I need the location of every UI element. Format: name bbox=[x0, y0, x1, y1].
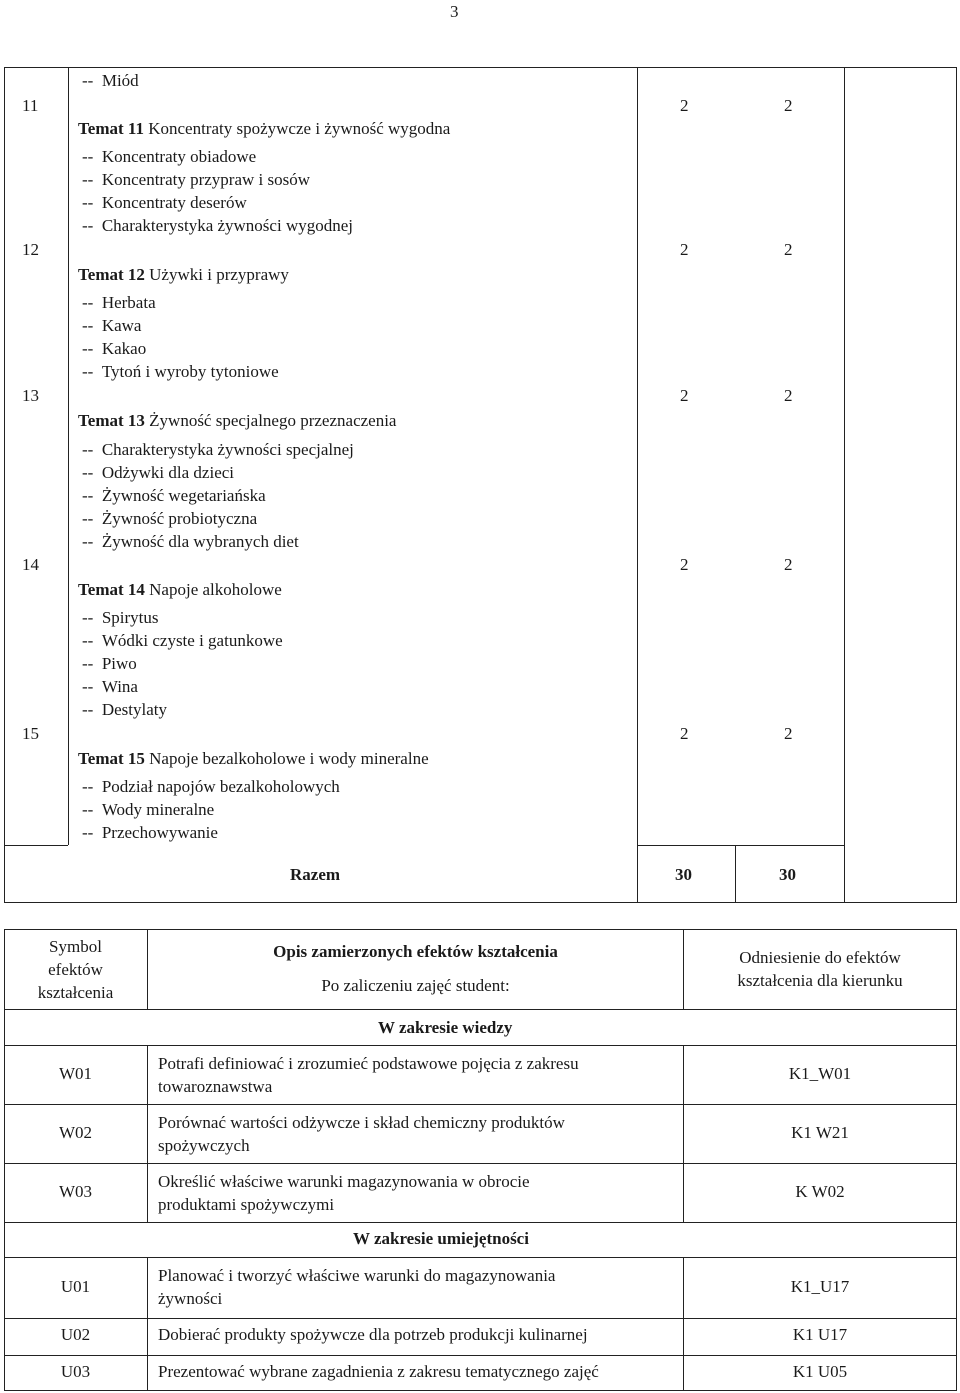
topic-item-text: Spirytus bbox=[101, 608, 159, 627]
topic-hours-b: 2 bbox=[784, 240, 793, 259]
bullet: -- bbox=[82, 339, 94, 358]
outcome-description-line: Potrafi definiować i zrozumieć podstawowe pojęcia z zakresu bbox=[158, 1054, 579, 1073]
outcome-description-line: Porównać wartości odżywcze i skład chemiczny produktów bbox=[158, 1113, 565, 1132]
topic-item-text: Wódki czyste i gatunkowe bbox=[101, 631, 283, 650]
topic-title-bold: Temat 13 bbox=[78, 411, 145, 430]
outcome-description-line: Określić właściwe warunki magazynowania w obrocie bbox=[158, 1172, 530, 1191]
outcome-reference: K1_U17 bbox=[790, 1277, 850, 1296]
header-symbol-line: kształcenia bbox=[37, 983, 114, 1002]
topic-hours-a: 2 bbox=[680, 96, 689, 115]
topic-hours-b: 2 bbox=[784, 386, 793, 405]
header-description-title: Opis zamierzonych efektów kształcenia bbox=[273, 942, 558, 961]
topic-number: 11 bbox=[22, 96, 39, 115]
topic-item-text: Tytoń i wyroby tytoniowe bbox=[101, 362, 279, 381]
outcome-symbol: W02 bbox=[58, 1123, 93, 1142]
outcome-reference: K1 U05 bbox=[792, 1362, 848, 1381]
topic-item-text: Odżywki dla dzieci bbox=[101, 463, 235, 482]
topic-title-rest: Żywność specjalnego przeznaczenia bbox=[144, 411, 397, 430]
topic-hours-a: 2 bbox=[680, 240, 689, 259]
outcome-description-line: spożywczych bbox=[158, 1136, 250, 1155]
topic-item bbox=[82, 509, 257, 529]
topic-item bbox=[82, 532, 299, 552]
outcome-description-line: Planować i tworzyć właściwe warunki do magazynowania bbox=[158, 1266, 556, 1285]
topic-title-bold: Temat 15 bbox=[78, 749, 145, 768]
outcome-description-line: towaroznawstwa bbox=[158, 1077, 273, 1096]
topic-item-text: Żywność dla wybranych diet bbox=[101, 532, 299, 551]
topic-item-text: Przechowywanie bbox=[101, 823, 218, 842]
bullet: -- bbox=[82, 823, 94, 842]
bullet: -- bbox=[82, 700, 94, 719]
topic-item bbox=[82, 293, 156, 313]
total-label: Razem bbox=[290, 865, 341, 884]
header-symbol-line: Symbol bbox=[49, 937, 102, 956]
topic-item bbox=[82, 193, 247, 213]
outcome-description: Dobierać produkty spożywcze dla potrzeb produkcji kulinarnej bbox=[158, 1325, 588, 1344]
topic-11-lead-item bbox=[82, 71, 139, 91]
bullet: -- bbox=[82, 800, 94, 819]
outcome-symbol: W01 bbox=[58, 1064, 93, 1083]
bullet: -- bbox=[82, 608, 94, 627]
bullet: -- bbox=[82, 654, 94, 673]
topic-title bbox=[78, 119, 450, 139]
bullet: -- bbox=[82, 677, 94, 696]
bullet: -- bbox=[82, 486, 94, 505]
topic-item bbox=[82, 440, 354, 460]
section-knowledge: W zakresie wiedzy bbox=[378, 1018, 513, 1037]
topic-title-bold: Temat 12 bbox=[78, 265, 145, 284]
topic-title-rest: Używki i przyprawy bbox=[144, 265, 289, 284]
topic-title-bold: Temat 11 bbox=[78, 119, 144, 138]
bullet: -- bbox=[82, 71, 94, 90]
outcome-symbol: U01 bbox=[60, 1277, 91, 1296]
topic-hours-a: 2 bbox=[680, 724, 689, 743]
topic-number: 13 bbox=[22, 386, 39, 405]
header-symbol-line: efektów bbox=[48, 960, 103, 979]
topic-item-text: Podział napojów bezalkoholowych bbox=[101, 777, 340, 796]
topic-number: 15 bbox=[22, 724, 39, 743]
bullet: -- bbox=[82, 216, 94, 235]
topic-item bbox=[82, 339, 146, 359]
topic-hours-b: 2 bbox=[784, 724, 793, 743]
header-reference bbox=[684, 946, 956, 992]
outcome-reference: K1 U17 bbox=[792, 1325, 848, 1344]
bullet: -- bbox=[82, 170, 94, 189]
topic-item bbox=[82, 700, 167, 720]
topic-item bbox=[82, 654, 137, 674]
topic-item bbox=[82, 362, 279, 382]
topic-item-text: Wody mineralne bbox=[101, 800, 215, 819]
topic-item bbox=[82, 316, 141, 336]
outcome-description-line: żywności bbox=[158, 1289, 223, 1308]
topic-title bbox=[78, 580, 282, 600]
topic-item bbox=[82, 608, 159, 628]
topic-item-text: Charakterystyka żywności specjalnej bbox=[101, 440, 354, 459]
topic-item-text: Wina bbox=[101, 677, 138, 696]
topic-title bbox=[78, 411, 396, 431]
topic-hours-a: 2 bbox=[680, 386, 689, 405]
topic-item bbox=[82, 823, 218, 843]
topic-item-text: Kakao bbox=[101, 339, 147, 358]
bullet: -- bbox=[82, 362, 94, 381]
topic-item bbox=[82, 777, 340, 797]
outcome-description bbox=[158, 1264, 678, 1310]
header-description-subtitle: Po zaliczeniu zajęć student: bbox=[321, 976, 510, 995]
topic-number: 14 bbox=[22, 555, 39, 574]
page-number: 3 bbox=[450, 2, 459, 21]
header-reference-line: Odniesienie do efektów bbox=[739, 948, 901, 967]
topic-title-rest: Napoje bezalkoholowe i wody mineralne bbox=[144, 749, 429, 768]
topic-title-bold: Temat 14 bbox=[78, 580, 145, 599]
bullet: -- bbox=[82, 509, 94, 528]
topic-title-rest: Napoje alkoholowe bbox=[144, 580, 282, 599]
topic-item bbox=[82, 677, 138, 697]
topic-hours-b: 2 bbox=[784, 96, 793, 115]
topic-title bbox=[78, 749, 429, 769]
lead-item-text: Miód bbox=[101, 71, 139, 90]
outcome-description bbox=[158, 1170, 678, 1216]
topic-number: 12 bbox=[22, 240, 39, 259]
outcome-symbol: W03 bbox=[58, 1182, 93, 1201]
topic-item-text: Koncentraty obiadowe bbox=[101, 147, 257, 166]
topic-item-text: Herbata bbox=[101, 293, 156, 312]
topic-item-text: Koncentraty przypraw i sosów bbox=[101, 170, 311, 189]
header-symbol bbox=[4, 935, 147, 1004]
topic-hours-a: 2 bbox=[680, 555, 689, 574]
bullet: -- bbox=[82, 147, 94, 166]
topic-item bbox=[82, 486, 266, 506]
outcome-symbol: U02 bbox=[60, 1325, 91, 1344]
outcome-reference: K1_W01 bbox=[788, 1064, 852, 1083]
topic-title-rest: Koncentraty spożywcze i żywność wygodna bbox=[143, 119, 451, 138]
topic-hours-b: 2 bbox=[784, 555, 793, 574]
bullet: -- bbox=[82, 463, 94, 482]
topic-item bbox=[82, 147, 256, 167]
bullet: -- bbox=[82, 532, 94, 551]
outcome-description: Prezentować wybrane zagadnienia z zakresu tematycznego zajęć bbox=[158, 1362, 599, 1381]
bullet: -- bbox=[82, 293, 94, 312]
topic-item-text: Piwo bbox=[101, 654, 137, 673]
outcome-reference: K1 W21 bbox=[791, 1123, 849, 1142]
header-reference-line: kształcenia dla kierunku bbox=[737, 971, 903, 990]
total-hours-b: 30 bbox=[779, 865, 796, 884]
bullet: -- bbox=[82, 777, 94, 796]
topic-item-text: Kawa bbox=[101, 316, 142, 335]
section-skills: W zakresie umiejętności bbox=[353, 1229, 529, 1248]
outcome-description bbox=[158, 1111, 678, 1157]
topic-item bbox=[82, 800, 214, 820]
bullet: -- bbox=[82, 440, 94, 459]
topic-item-text: Charakterystyka żywności wygodnej bbox=[101, 216, 353, 235]
total-hours-a: 30 bbox=[675, 865, 692, 884]
topic-item-text: Koncentraty deserów bbox=[101, 193, 247, 212]
bullet: -- bbox=[82, 193, 94, 212]
outcome-symbol: U03 bbox=[60, 1362, 91, 1381]
bullet: -- bbox=[82, 631, 94, 650]
bullet: -- bbox=[82, 316, 94, 335]
topic-item-text: Żywność probiotyczna bbox=[101, 509, 258, 528]
topic-item bbox=[82, 463, 234, 483]
topic-item-text: Żywność wegetariańska bbox=[101, 486, 266, 505]
outcome-description bbox=[158, 1052, 678, 1098]
outcome-reference: K W02 bbox=[795, 1182, 845, 1201]
outcome-description-line: produktami spożywczymi bbox=[158, 1195, 335, 1214]
topic-item-text: Destylaty bbox=[101, 700, 167, 719]
topic-item bbox=[82, 631, 283, 651]
topic-title bbox=[78, 265, 289, 285]
topic-item bbox=[82, 216, 353, 236]
topic-item bbox=[82, 170, 310, 190]
